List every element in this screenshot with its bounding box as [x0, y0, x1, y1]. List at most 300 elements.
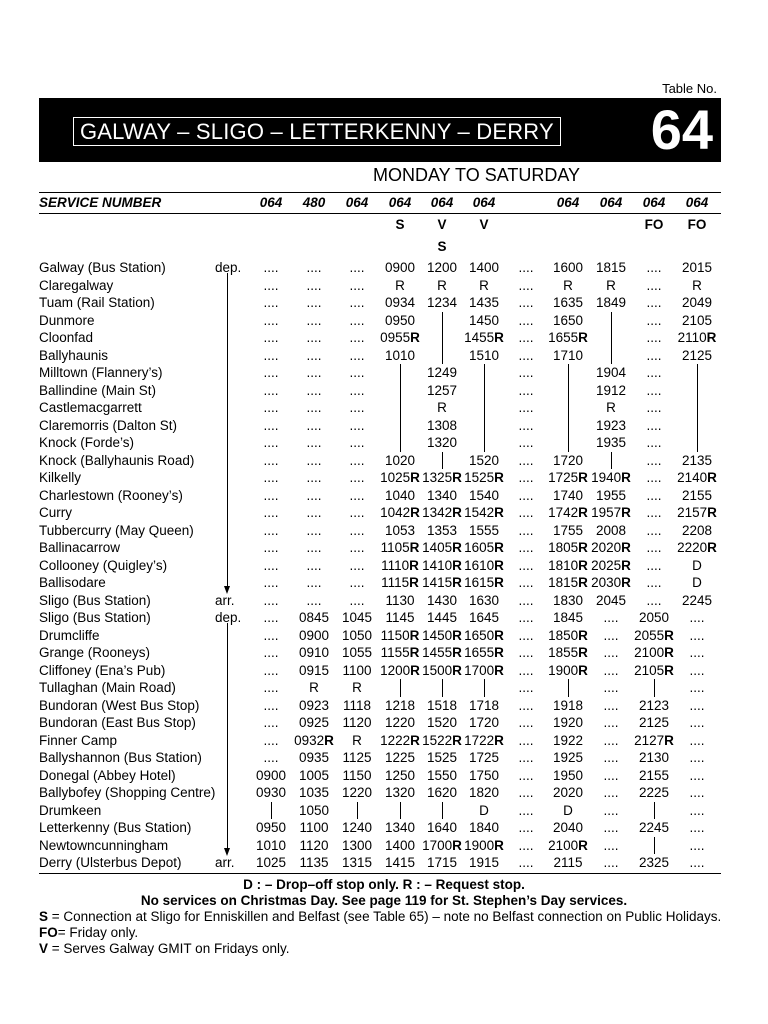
time-cell: 2055R [634, 627, 674, 643]
time-cell: .... [518, 785, 534, 800]
time-cell: .... [689, 645, 705, 660]
time-cell: 1720 [552, 452, 584, 468]
through-running-line [271, 802, 272, 820]
time-cell: .... [603, 802, 619, 818]
time-cell: 1805R [548, 540, 588, 555]
time-cell: .... [518, 312, 534, 328]
time-cell: 1955 [595, 487, 627, 503]
time-cell: .... [603, 680, 619, 695]
stop-name: Galway (Bus Station) [39, 260, 166, 275]
timetable-row [0, 277, 768, 295]
time-cell: .... [263, 417, 279, 433]
time-cell: .... [518, 645, 534, 660]
footer-rule [39, 873, 721, 874]
timetable-row [0, 767, 768, 785]
time-cell: 1855R [548, 645, 588, 660]
timetable-row [0, 697, 768, 715]
through-running-line [442, 679, 443, 697]
time-cell: .... [263, 627, 279, 643]
time-cell: .... [306, 435, 322, 450]
time-cell: 1630 [468, 592, 500, 608]
timetable-row [0, 487, 768, 505]
time-cell: 1025 [255, 855, 287, 870]
stop-name: Newtowncunningham [39, 837, 169, 853]
time-cell: 1325R [422, 470, 462, 485]
timetable-row [0, 347, 768, 365]
time-cell: 0950 [255, 820, 287, 835]
timetable-row [0, 417, 768, 435]
time-cell: .... [518, 400, 534, 415]
timetable-row [0, 312, 768, 330]
service-number: 064 [345, 195, 369, 210]
time-cell: 1815 [595, 260, 627, 275]
time-cell: .... [349, 522, 365, 538]
time-cell: .... [689, 767, 705, 783]
stop-name: Curry [39, 505, 72, 520]
stop-name: Tuam (Rail Station) [39, 295, 155, 310]
time-cell: .... [306, 575, 322, 590]
service-number: 064 [472, 195, 496, 210]
route-title: GALWAY – SLIGO – LETTERKENNY – DERRY [73, 117, 561, 146]
time-cell: 2015 [681, 260, 713, 275]
time-cell: 1722R [464, 732, 504, 748]
time-cell: .... [518, 627, 534, 643]
time-cell: .... [349, 592, 365, 608]
time-cell: .... [689, 610, 705, 625]
time-cell: 1755 [552, 522, 584, 538]
time-cell: .... [689, 680, 705, 695]
time-cell: 1520 [426, 715, 458, 730]
through-running-line [442, 452, 443, 470]
time-cell: .... [349, 277, 365, 293]
through-running-line [568, 364, 569, 452]
through-running-line [400, 679, 401, 697]
time-cell: .... [689, 662, 705, 678]
time-cell: 1820 [468, 785, 500, 800]
service-number: 064 [599, 195, 623, 210]
stop-name: Bundoran (East Bus Stop) [39, 715, 196, 730]
time-cell: .... [603, 767, 619, 783]
time-cell: .... [349, 400, 365, 415]
time-cell: 1020 [384, 452, 416, 468]
time-cell: 2325 [638, 855, 670, 870]
time-cell: 1220 [341, 785, 373, 800]
service-note: V [437, 217, 447, 232]
time-cell: 1655R [548, 330, 588, 345]
time-cell: 1445 [426, 610, 458, 625]
time-cell: 1725 [468, 750, 500, 765]
through-running-line [654, 802, 655, 820]
time-cell: .... [306, 417, 322, 433]
timetable-row [0, 802, 768, 820]
christmas-notice: No services on Christmas Day. See page 119 for St. Stephen’s Day services. [140, 893, 628, 908]
arrow-down-icon [224, 848, 230, 856]
time-cell: .... [306, 487, 322, 503]
time-cell: R [309, 680, 319, 695]
timetable-row [0, 574, 768, 592]
time-cell: 1100 [299, 820, 329, 835]
time-cell: .... [306, 592, 322, 608]
time-cell: 1500R [422, 662, 462, 678]
time-cell: .... [306, 295, 322, 310]
footnote-fo-key: FO [39, 925, 58, 940]
time-cell: 1904 [595, 365, 627, 380]
time-cell: 1542R [464, 505, 504, 520]
time-cell: 2105 [681, 312, 713, 328]
through-running-line [442, 312, 443, 365]
timetable-row [0, 452, 768, 470]
time-cell: .... [518, 347, 534, 363]
stop-name: Milltown (Flannery’s) [39, 365, 163, 380]
time-cell: 1415 [384, 855, 416, 870]
time-cell: 1150 [342, 767, 372, 783]
time-cell: 1740 [552, 487, 584, 503]
time-cell: 0925 [298, 715, 330, 730]
time-cell: 0932R [294, 732, 334, 748]
time-cell: 0923 [298, 697, 330, 713]
time-cell: 1700R [422, 837, 462, 853]
time-cell: 1912 [595, 382, 627, 398]
time-cell: .... [646, 522, 662, 538]
footnote-v-key: V [39, 941, 49, 956]
stop-name: Cloonfad [39, 330, 94, 345]
time-cell: 1620 [426, 785, 458, 800]
time-cell: .... [603, 732, 619, 748]
time-cell: 1415R [422, 575, 462, 590]
time-cell: R [692, 277, 702, 293]
dep-arr-label: arr. [215, 855, 235, 870]
time-cell: .... [646, 575, 662, 590]
footnote-s-key: S [39, 909, 49, 924]
time-cell: .... [518, 767, 534, 783]
time-cell: .... [603, 750, 619, 765]
time-cell: 1010 [384, 347, 416, 363]
time-cell: 1315 [341, 855, 373, 870]
time-cell: .... [518, 732, 534, 748]
time-cell: .... [349, 505, 365, 520]
time-cell: .... [306, 540, 322, 555]
time-cell: 0950 [384, 312, 416, 328]
time-cell: .... [518, 330, 534, 345]
service-note: S [437, 239, 447, 254]
dep-arr-label: arr. [215, 592, 235, 608]
time-cell: 1410R [422, 557, 462, 573]
stop-name: Letterkenny (Bus Station) [39, 820, 192, 835]
time-cell: 1840 [468, 820, 500, 835]
time-cell: .... [263, 470, 279, 485]
time-cell: 1605R [464, 540, 504, 555]
time-cell: 1320 [426, 435, 458, 450]
time-cell: 1525 [426, 750, 458, 765]
time-cell: 1105R [380, 540, 420, 555]
time-cell: 0915 [298, 662, 330, 678]
time-cell: 1220 [384, 715, 416, 730]
stop-name: Charlestown (Rooney’s) [39, 487, 183, 503]
time-cell: 1455R [464, 330, 504, 345]
time-cell: R [606, 277, 616, 293]
time-cell: 1525R [464, 470, 504, 485]
time-cell: 0900 [255, 767, 287, 783]
service-number: 064 [556, 195, 580, 210]
service-number: 064 [259, 195, 283, 210]
time-cell: 1900R [464, 837, 504, 853]
time-cell: .... [306, 277, 322, 293]
time-cell: .... [646, 470, 662, 485]
time-cell: .... [518, 435, 534, 450]
timetable-row [0, 627, 768, 645]
time-cell: 1257 [426, 382, 458, 398]
time-cell: .... [518, 715, 534, 730]
time-cell: 1250 [384, 767, 416, 783]
time-cell: 1700R [464, 662, 504, 678]
time-cell: 1718 [468, 697, 500, 713]
time-cell: 1957R [591, 505, 631, 520]
time-cell: 2155 [681, 487, 713, 503]
time-cell: .... [349, 347, 365, 363]
time-cell: 1155R [380, 645, 420, 660]
time-cell: .... [263, 365, 279, 380]
time-cell: R [437, 277, 447, 293]
timetable-row [0, 837, 768, 855]
timetable-row [0, 434, 768, 452]
time-cell: .... [689, 732, 705, 748]
time-cell: 1222R [380, 732, 420, 748]
time-cell: .... [646, 330, 662, 345]
footnote-v [39, 941, 289, 956]
time-cell: 2245 [638, 820, 670, 835]
time-cell: 0845 [298, 610, 330, 625]
time-cell: .... [263, 330, 279, 345]
time-cell: R [352, 732, 362, 748]
through-running-line [400, 802, 401, 820]
timetable-row [0, 679, 768, 697]
time-cell: 1125 [342, 750, 372, 765]
stop-name: Knock (Ballyhaunis Road) [39, 452, 195, 468]
timetable-row [0, 504, 768, 522]
stop-name: Ballindine (Main St) [39, 382, 157, 398]
timetable-row [0, 329, 768, 347]
time-cell: .... [518, 575, 534, 590]
dep-arr-arrow-line [227, 273, 228, 586]
time-cell: .... [646, 312, 662, 328]
header-rule-top [39, 192, 721, 193]
time-cell: 2127R [634, 732, 674, 748]
stop-name: Claremorris (Dalton St) [39, 417, 178, 433]
time-cell: .... [518, 417, 534, 433]
time-cell: 1650R [464, 627, 504, 643]
time-cell: 2008 [595, 522, 627, 538]
time-cell: 1035 [298, 785, 330, 800]
time-cell: 2115 [553, 855, 583, 870]
stop-name: Ballyhaunis [39, 347, 109, 363]
time-cell: 2040 [552, 820, 584, 835]
time-cell: .... [263, 697, 279, 713]
time-cell: .... [349, 575, 365, 590]
time-cell: 1810R [548, 557, 588, 573]
time-cell: .... [518, 452, 534, 468]
time-cell: .... [518, 295, 534, 310]
time-cell: .... [689, 855, 705, 870]
time-cell: 1118 [342, 697, 372, 713]
time-cell: .... [603, 645, 619, 660]
time-cell: 2130 [638, 750, 670, 765]
footnote-v-text: = Serves Galway GMIT on Fridays only. [48, 941, 290, 956]
time-cell: .... [646, 487, 662, 503]
stop-name: Claregalway [39, 277, 114, 293]
title-banner [39, 98, 721, 162]
service-number-header: SERVICE NUMBER [39, 195, 162, 210]
timetable-row [0, 522, 768, 540]
service-note: V [479, 217, 489, 232]
timetable-row [0, 732, 768, 750]
time-cell: .... [263, 557, 279, 573]
time-cell: 1005 [298, 767, 330, 783]
time-cell: .... [603, 837, 619, 853]
time-cell: .... [646, 557, 662, 573]
time-cell: 1550 [426, 767, 458, 783]
time-cell: .... [263, 382, 279, 398]
time-cell: .... [349, 557, 365, 573]
footnote-s [39, 909, 721, 924]
time-cell: .... [518, 522, 534, 538]
time-cell: .... [263, 400, 279, 415]
operating-days: MONDAY TO SATURDAY [373, 165, 581, 185]
dep-arr-label: dep. [215, 260, 242, 275]
time-cell: 1100 [342, 662, 372, 678]
time-cell: 1400 [468, 260, 500, 275]
time-cell: 2100R [634, 645, 674, 660]
stop-name: Drumkeen [39, 802, 102, 818]
through-running-line [568, 679, 569, 697]
time-cell: 1340 [426, 487, 458, 503]
time-cell: 1940R [591, 470, 631, 485]
time-cell: 1610R [464, 557, 504, 573]
time-cell: .... [518, 837, 534, 853]
time-cell: 1742R [548, 505, 588, 520]
time-cell: .... [603, 610, 619, 625]
timetable-row [0, 644, 768, 662]
time-cell: 1400 [384, 837, 416, 853]
time-cell: 2100R [548, 837, 588, 853]
time-cell: 2025R [591, 557, 631, 573]
time-cell: R [563, 277, 573, 293]
time-cell: 1635 [552, 295, 584, 310]
time-cell: R [395, 277, 405, 293]
time-cell: 1555 [468, 522, 500, 538]
time-cell: 1720 [468, 715, 500, 730]
time-cell: 2125 [638, 715, 670, 730]
time-cell: 1110R [381, 557, 419, 573]
time-cell: .... [349, 487, 365, 503]
time-cell: .... [263, 435, 279, 450]
time-cell: 1053 [384, 522, 416, 538]
time-cell: .... [263, 452, 279, 468]
time-cell: 1050 [298, 802, 330, 818]
time-cell: 1455R [422, 645, 462, 660]
time-cell: .... [646, 347, 662, 363]
time-cell: .... [603, 785, 619, 800]
stop-name: Drumcliffe [39, 627, 100, 643]
time-cell: 1640 [426, 820, 458, 835]
stop-name: Sligo (Bus Station) [39, 610, 151, 625]
time-cell: 1450 [468, 312, 500, 328]
legend-line: D : – Drop–off stop only. R : – Request stop. [243, 877, 525, 892]
time-cell: 1715 [426, 855, 458, 870]
time-cell: 1710 [552, 347, 584, 363]
time-cell: 2208 [681, 522, 713, 538]
service-number: 064 [430, 195, 454, 210]
time-cell: .... [349, 540, 365, 555]
time-cell: .... [646, 400, 662, 415]
time-cell: .... [689, 802, 705, 818]
time-cell: .... [263, 610, 279, 625]
time-cell: .... [518, 365, 534, 380]
time-cell: 1430 [426, 592, 458, 608]
time-cell: 1915 [468, 855, 500, 870]
time-cell: 2140R [677, 470, 717, 485]
time-cell: .... [349, 330, 365, 345]
time-cell: .... [518, 470, 534, 485]
time-cell: .... [689, 715, 705, 730]
service-note: FO [644, 217, 664, 232]
stop-name: Ballybofey (Shopping Centre) [39, 785, 216, 800]
time-cell: .... [518, 680, 534, 695]
stop-name: Donegal (Abbey Hotel) [39, 767, 176, 783]
time-cell: .... [263, 312, 279, 328]
timetable-row [0, 749, 768, 767]
time-cell: 0910 [298, 645, 330, 660]
service-number: 064 [388, 195, 412, 210]
time-cell: .... [518, 505, 534, 520]
time-cell: 1342R [422, 505, 462, 520]
time-cell: 1234 [426, 295, 458, 310]
time-cell: 1218 [384, 697, 416, 713]
time-cell: 1615R [464, 575, 504, 590]
stop-name: Bundoran (West Bus Stop) [39, 697, 200, 713]
time-cell: 1645 [468, 610, 500, 625]
timetable-row [0, 557, 768, 575]
timetable-row [0, 399, 768, 417]
through-running-line [484, 364, 485, 452]
time-cell: 1042R [380, 505, 420, 520]
time-cell: .... [689, 750, 705, 765]
time-cell: 1518 [426, 697, 458, 713]
time-cell: .... [349, 312, 365, 328]
time-cell: 1010 [255, 837, 287, 853]
time-cell: .... [306, 400, 322, 415]
stop-name: Grange (Rooneys) [39, 645, 151, 660]
stop-name: Kilkelly [39, 470, 82, 485]
time-cell: .... [306, 347, 322, 363]
time-cell: D [692, 575, 702, 590]
time-cell: 2105R [634, 662, 674, 678]
time-cell: .... [646, 417, 662, 433]
time-cell: .... [349, 365, 365, 380]
time-cell: .... [646, 295, 662, 310]
time-cell: 1520 [468, 452, 500, 468]
time-cell: 1040 [384, 487, 416, 503]
arrow-down-icon [224, 586, 230, 594]
time-cell: .... [518, 802, 534, 818]
time-cell: 1750 [468, 767, 500, 783]
time-cell: 2157R [677, 505, 717, 520]
time-cell: 0955R [380, 330, 420, 345]
time-cell: 1522R [422, 732, 462, 748]
time-cell: .... [518, 260, 534, 275]
through-running-line [654, 679, 655, 697]
time-cell: 2049 [681, 295, 713, 310]
time-cell: 0930 [255, 785, 287, 800]
